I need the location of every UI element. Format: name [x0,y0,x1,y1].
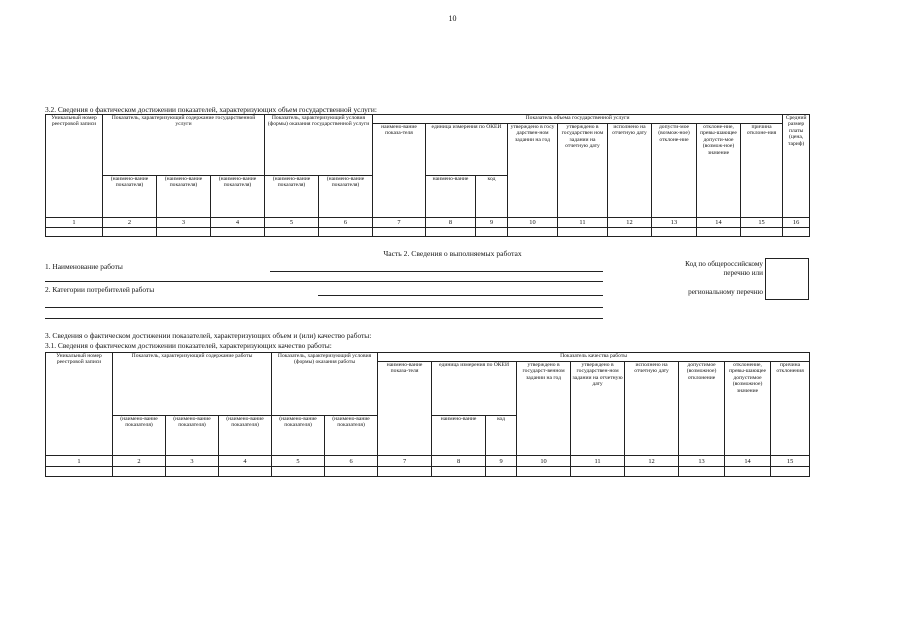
section-3-1-title: 3.1. Сведения о фактическом достижении показателей, характеризующих качество работы: [45,341,332,350]
header-approved-date: утверждено в государствен ном задании на отчетную дату [558,124,608,218]
column-number: 8 [426,218,476,228]
subheader-indicator-name: (наимено-вание показателя) [272,416,325,456]
column-number: 11 [558,218,608,228]
quality-table [45,352,810,477]
column-number: 13 [679,456,725,467]
column-number: 11 [571,456,625,467]
column-number: 7 [373,218,426,228]
code-box[interactable] [765,258,809,300]
header-content-indicator: Показатель, характеризующий содержание работы [113,353,272,416]
column-number: 9 [476,218,508,228]
column-number: 16 [783,218,810,228]
column-number: 14 [697,218,741,228]
header-indicator-name: наимено-вание показа-теля [373,124,426,218]
header-executed: исполнено на отчетную дату [608,124,652,218]
header-unit-okei: единица измерения по ОКЕИ [432,362,517,416]
header-deviation-reason: причина отклонения [771,362,810,456]
section-3-title: 3. Сведения о фактическом достижении показателей, характеризующих объем и (или) качество работы: [45,331,372,340]
header-executed: исполнено на отчетную дату [625,362,679,456]
column-number: 7 [378,456,432,467]
header-exceeding-deviation: отклонение, превы-шающее допустимое (возможное) значение [725,362,771,456]
column-number: 1 [46,218,103,228]
header-volume-indicator: Показатель объема государственной услуги [373,115,783,124]
work-name-line [270,271,603,272]
work-name-line [45,281,603,282]
column-number: 15 [771,456,810,467]
header-unique-number: Уникальный номер реестровой записи [46,353,113,456]
header-allowed-deviation: допустимое (возможное) отклонение [679,362,725,456]
column-number: 12 [625,456,679,467]
subheader-indicator-name: (наимено-вание показателя) [325,416,378,456]
column-number: 5 [265,218,319,228]
header-unit-okei: единица измерения по ОКЕИ [426,124,508,176]
header-content-indicator: Показатель, характеризующий содержание государственной услуги [103,115,265,176]
column-number: 8 [432,456,486,467]
column-number: 3 [157,218,211,228]
part-2-title: Часть 2. Сведения о выполняемых работах [383,249,522,258]
volume-table [45,114,810,237]
subheader-unit-name: наимено-вание [432,416,486,456]
column-number: 13 [652,218,697,228]
subheader-indicator-name: (наимено-вание показателя) [319,176,373,218]
header-conditions-indicator: Показатель, характеризующий условия (формы) оказания государственной услуги [265,115,373,176]
header-indicator-name: наимено-вание показа-теля [378,362,432,456]
header-approved-year: утверждено в госу дарствен-ном задании на год [508,124,558,218]
column-number: 6 [319,218,373,228]
column-number: 2 [113,456,166,467]
consumers-label: 2. Категории потребителей работы [45,285,155,294]
section-3-2-title: 3.2. Сведения о фактическом достижении показателей, характеризующих объем государственной услуги: [45,105,377,114]
column-number: 9 [486,456,517,467]
column-number: 10 [508,218,558,228]
column-number: 3 [166,456,219,467]
subheader-unit-name: наимено-вание [426,176,476,218]
subheader-indicator-name: (наимено-вание показателя) [219,416,272,456]
column-number: 14 [725,456,771,467]
header-unique-number: Уникальный номер реестровой записи [46,115,103,218]
header-approved-year: утверждено в государст-венном задании на год [517,362,571,456]
column-number: 1 [46,456,113,467]
header-conditions-indicator: Показатель, характеризующий условия (формы) оказания работы [272,353,378,416]
column-number: 4 [211,218,265,228]
subheader-unit-code: код [486,416,517,456]
page-number: 10 [448,14,457,23]
code-label-line: перечню или [723,269,763,277]
column-number: 4 [219,456,272,467]
header-deviation-reason: причина отклоне-ния [741,124,783,218]
code-label-line: региональному перечню [688,288,763,296]
header-average-fee: Средний размер платы (цена, тариф) [783,115,810,218]
column-number: 12 [608,218,652,228]
table-row [46,228,810,237]
column-number: 5 [272,456,325,467]
column-number: 15 [741,218,783,228]
subheader-indicator-name: (наимено-вание показателя) [157,176,211,218]
code-label [620,260,763,297]
column-number: 2 [103,218,157,228]
subheader-indicator-name: (наимено-вание показателя) [265,176,319,218]
table-row [46,467,810,477]
consumers-line [45,307,603,308]
work-name-label: 1. Наименование работы [45,262,123,271]
subheader-unit-code: код [476,176,508,218]
header-quality-indicator: Показатель качества работы [378,353,810,362]
column-number: 10 [517,456,571,467]
subheader-indicator-name: (наимено-вание показателя) [166,416,219,456]
column-number: 6 [325,456,378,467]
consumers-line [45,318,603,319]
subheader-indicator-name: (наимено-вание показателя) [113,416,166,456]
header-approved-date: утверждено в государствен-ном задании на отчетную дату [571,362,625,456]
subheader-indicator-name: (наимено-вание показателя) [211,176,265,218]
consumers-line [318,295,603,296]
header-allowed-deviation: допусти-мое (возмож-ное) отклоне-ние [652,124,697,218]
subheader-indicator-name: (наимено-вание показателя) [103,176,157,218]
header-exceeding-deviation: отклоне-ние, превы-шающее допусти-мое (возмож-ное) значение [697,124,741,218]
code-label-line: Код по общероссийскому [685,260,763,268]
